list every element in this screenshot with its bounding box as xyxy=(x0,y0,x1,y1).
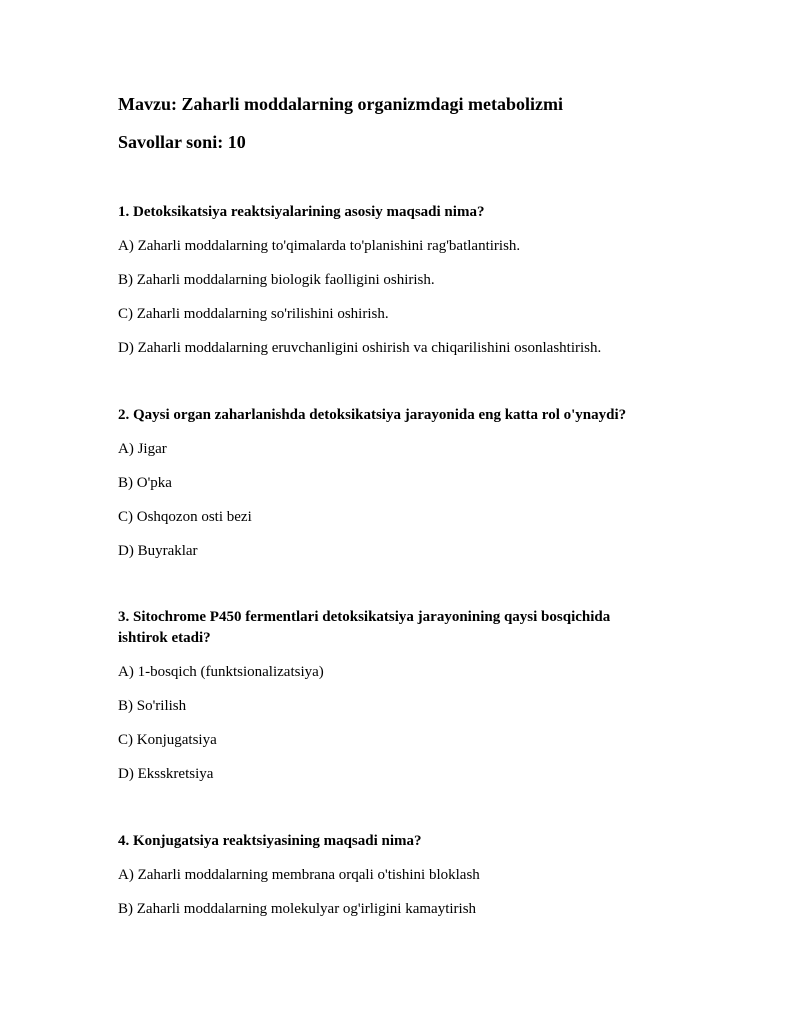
question-3-text: 3. Sitochrome P450 fermentlari detoksikatsiya jarayonining qaysi bosqichida ishtirok etadi? xyxy=(118,609,611,646)
question-1-option-c: C) Zaharli moddalarning so'rilishini oshirish. xyxy=(118,306,389,322)
question-1-option-b: B) Zaharli moddalarning biologik faolligini oshirish. xyxy=(118,272,435,288)
question-1-option-d: D) Zaharli moddalarning eruvchanligini oshirish va chiqarilishini osonlashtirish. xyxy=(118,340,602,356)
question-3-option-b: B) So'rilish xyxy=(118,698,187,714)
question-2-option-b: B) O'pka xyxy=(118,475,172,491)
question-3-option-a: A) 1-bosqich (funktsionalizatsiya) xyxy=(118,664,324,680)
question-2-option-a: A) Jigar xyxy=(118,441,167,457)
question-4-option-a: A) Zaharli moddalarning membrana orqali o'tishini bloklash xyxy=(118,867,480,883)
question-2-text: 2. Qaysi organ zaharlanishda detoksikatsiya jarayonida eng katta rol o'ynaydi? xyxy=(118,407,627,423)
question-count: Savollar soni: 10 xyxy=(118,132,246,152)
question-1-text: 1. Detoksikatsiya reaktsiyalarining asosiy maqsadi nima? xyxy=(118,204,485,220)
question-3-option-d: D) Eksskretsiya xyxy=(118,766,214,782)
question-4-text: 4. Konjugatsiya reaktsiyasining maqsadi nima? xyxy=(118,833,422,849)
question-2-option-c: C) Oshqozon osti bezi xyxy=(118,509,252,525)
question-4-option-b: B) Zaharli moddalarning molekulyar og'irligini kamaytirish xyxy=(118,901,477,917)
question-2-option-d: D) Buyraklar xyxy=(118,543,198,559)
question-1-option-a: A) Zaharli moddalarning to'qimalarda to'planishini rag'batlantirish. xyxy=(118,238,521,254)
question-3-option-c: C) Konjugatsiya xyxy=(118,732,217,748)
document-title: Mavzu: Zaharli moddalarning organizmdagi metabolizmi xyxy=(118,94,563,114)
